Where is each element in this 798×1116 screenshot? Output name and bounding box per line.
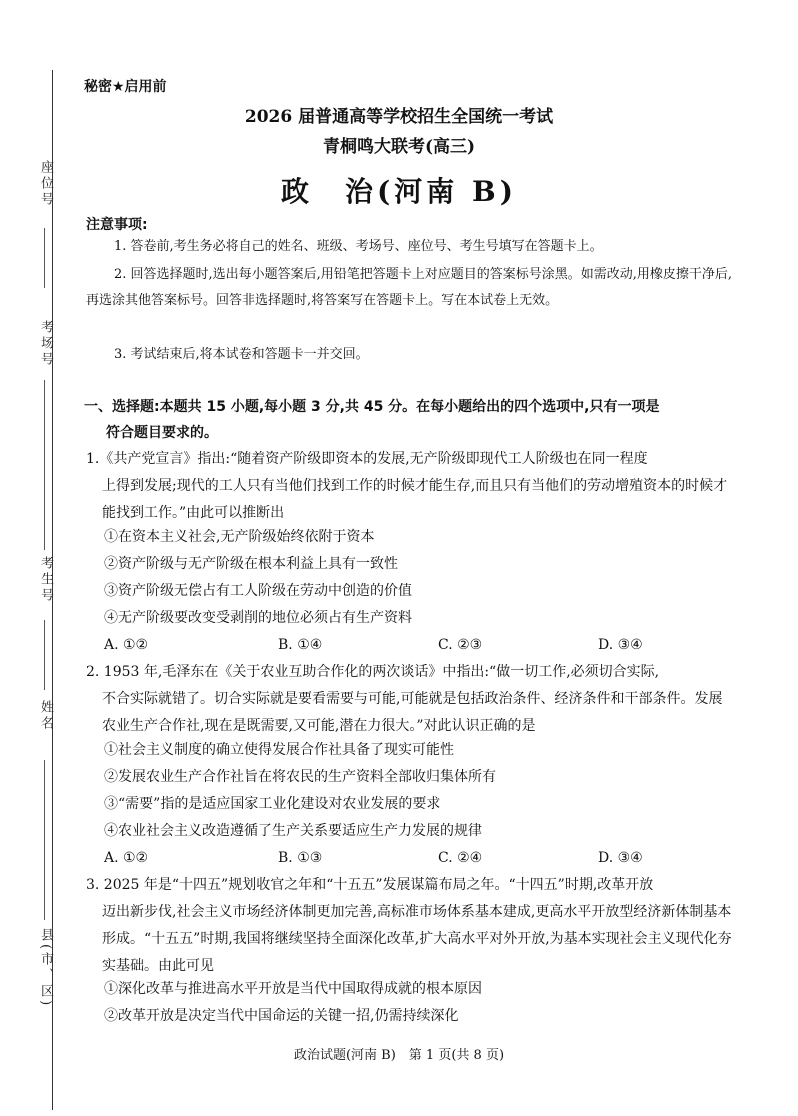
question-2-stem [86, 659, 736, 740]
choice-d: D. ③④ [598, 850, 643, 866]
notice-item: 1. 答卷前,考生务必将自己的姓名、班级、考场号、座位号、考生号填写在答题卡上。 [114, 239, 603, 254]
page-footer: 政治试题(河南 B) 第 1 页(共 8 页) [293, 1048, 505, 1063]
question-1-choices [104, 632, 664, 659]
section-heading [84, 394, 734, 446]
section-heading-line: 一、选择题:本题共 15 小题,每小题 3 分,共 45 分。在每小题给出的四个选项中,只有一项是 [84, 399, 660, 415]
choice-a: A. ①② [104, 850, 149, 866]
margin-blank-line [44, 760, 45, 920]
question-2-choices [104, 845, 664, 872]
question-1-statement: ①在资本主义社会,无产阶级始终依附于资本 [104, 529, 375, 545]
notice-item: 3. 考试结束后,将本试卷和答题卡一并交回。 [114, 347, 369, 362]
notice-item: 2. 回答选择题时,选出每小题答案后,用铅笔把答题卡上对应题目的答案标号涂黑。如需改动,用橡皮擦干净后,再选涂其他答案标号。回答非选择题时,将答案写在答题卡上。写在本试卷上无效。 [86, 267, 733, 308]
notice-heading: 注意事项: [86, 217, 148, 233]
margin-label-name: 姓名 [38, 700, 53, 732]
question-stem-line: 2. 1953 年,毛泽东在《关于农业互助合作化的两次谈话》中指出:“做一切工作,必须切合实际, [86, 664, 660, 680]
margin-blank-line [44, 228, 45, 288]
choice-c: C. ②④ [438, 850, 483, 866]
margin-label-seat: 座位号 [38, 160, 53, 208]
margin-label-county: 县(市、区) [38, 928, 53, 1009]
question-stem-line: 不合实际就错了。切合实际就是要看需要与可能,可能就是包括政治条件、经济条件和干部条件。发展农业生产合作社,现在是既需要,又可能,潜在力很大。”对此认识正确的是 [102, 691, 723, 734]
choice-a: A. ①② [104, 637, 149, 653]
choice-c: C. ②③ [438, 637, 483, 653]
margin-blank-line [44, 380, 45, 550]
question-1-statement: ③资产阶级无偿占有工人阶级在劳动中创造的价值 [104, 583, 412, 599]
question-stem-line: 迈出新步伐,社会主义市场经济体制更加完善,高标准市场体系基本建成,更高水平开放型经济新体制基本形成。“十五五”时期,我国将继续坚持全面深化改革,扩大高水平对外开放,为基本实现社会主义现代化夯实基础。由此可见 [102, 904, 732, 974]
choice-d: D. ③④ [598, 637, 643, 653]
margin-label-room: 考场号 [38, 320, 53, 368]
question-stem-line: 上得到发展;现代的工人只有当他们找到工作的时候才能生存,而且只有当他们的劳动增殖资本的时候才能找到工作。”由此可以推断出 [102, 478, 728, 521]
question-2-statement: ②发展农业生产合作社旨在将农民的生产资料全部收归集体所有 [104, 769, 496, 785]
choice-b: B. ①③ [278, 850, 323, 866]
question-2-statement: ①社会主义制度的确立使得发展合作社具备了现实可能性 [104, 742, 454, 758]
question-2-statement: ④农业社会主义改造遵循了生产关系要适应生产力发展的规律 [104, 823, 482, 839]
section-heading-line: 符合题目要求的。 [106, 425, 218, 441]
question-stem-line: 3. 2025 年是“十四五”规划收官之年和“十五五”发展谋篇布局之年。“十四五”时期,改革开放 [86, 877, 654, 893]
margin-blank-line [44, 620, 45, 690]
question-3-stem [86, 872, 736, 980]
margin-label-examinee: 考生号 [38, 556, 53, 604]
choice-b: B. ①④ [278, 637, 323, 653]
exam-title: 2026 届普通高等学校招生全国统一考试 [244, 107, 554, 127]
question-1-statement: ④无产阶级要改变受剥削的地位必须占有生产资料 [104, 610, 412, 626]
question-3-statement: ①深化改革与推进高水平开放是当代中国取得成就的根本原因 [104, 981, 482, 997]
confidential-mark: 秘密★启用前 [84, 79, 167, 95]
question-2-statement: ③“需要”指的是适应国家工业化建设对农业发展的要求 [104, 796, 441, 812]
subject-title: 政 治(河南 B) [281, 175, 517, 208]
question-1-stem [86, 446, 736, 527]
question-3-statement: ②改革开放是决定当代中国命运的关键一招,仍需持续深化 [104, 1008, 459, 1024]
question-1-statement: ②资产阶级与无产阶级在根本利益上具有一致性 [104, 556, 398, 572]
exam-subtitle: 青桐鸣大联考(高三) [322, 137, 476, 157]
question-stem-line: 1.《共产党宣言》指出:“随着资产阶级即资本的发展,无产阶级即现代工人阶级也在同一程度 [86, 451, 648, 467]
